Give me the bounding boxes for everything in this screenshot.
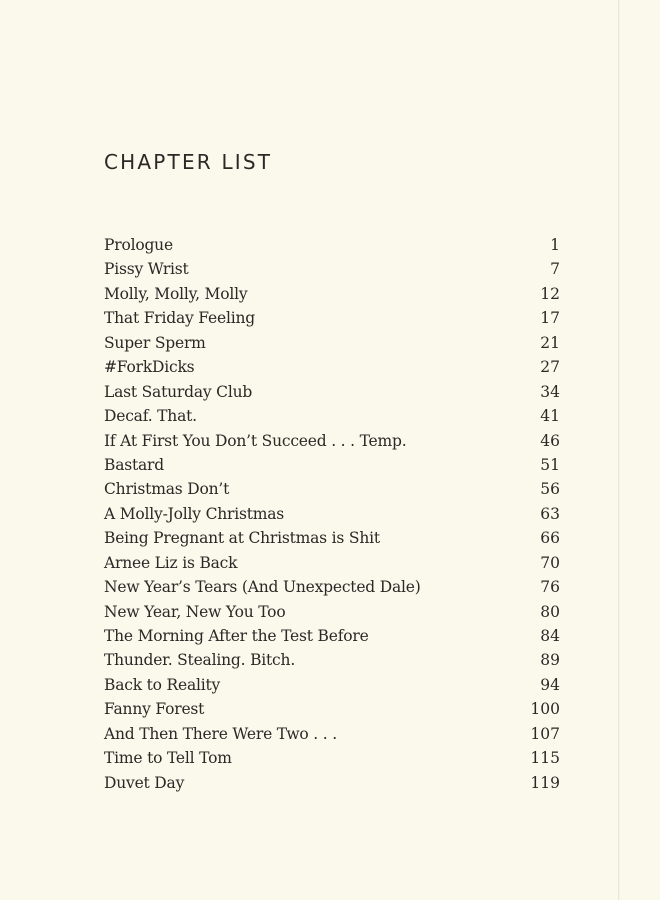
chapter-entry (104, 502, 560, 526)
chapter-page-number: 27 (540, 358, 560, 377)
chapter-title: Arnee Liz is Back (104, 553, 238, 572)
chapter-page-number: 63 (540, 504, 560, 523)
chapter-title: A Molly-Jolly Christmas (104, 504, 285, 523)
chapter-title: Bastard (104, 455, 164, 474)
chapter-entry (104, 331, 560, 355)
chapter-entry (104, 600, 560, 624)
chapter-entry (104, 697, 560, 721)
chapter-page-number: 41 (540, 407, 560, 426)
chapter-page-number: 100 (530, 700, 560, 719)
chapter-entry (104, 624, 560, 648)
chapter-page-number: 7 (550, 260, 560, 279)
chapter-page-number: 80 (540, 602, 560, 621)
chapter-page-number: 51 (540, 455, 560, 474)
chapter-title: New Year’s Tears (And Unexpected Dale) (104, 578, 421, 597)
chapter-page-number: 12 (540, 284, 560, 303)
chapter-list-heading: CHAPTER LIST (104, 150, 273, 174)
chapter-title: And Then There Were Two . . . (104, 724, 337, 743)
chapter-entry (104, 648, 560, 672)
chapter-title: #ForkDicks (104, 358, 195, 377)
chapter-title: Pissy Wrist (104, 260, 189, 279)
chapter-page-number: 76 (540, 578, 560, 597)
chapter-page-number: 89 (540, 651, 560, 670)
chapter-page-number: 84 (540, 627, 560, 645)
chapter-entry (104, 282, 560, 306)
chapter-entry (104, 233, 560, 257)
chapter-title: The Morning After the Test Before (104, 627, 369, 645)
chapter-page-number: 107 (530, 724, 560, 743)
chapter-entry (104, 551, 560, 575)
page-edge-shadow (618, 0, 620, 900)
chapter-title: Christmas Don’t (104, 480, 230, 499)
chapter-title: Duvet Day (104, 773, 185, 792)
chapter-title: New Year, New You Too (104, 602, 286, 621)
chapter-page-number: 66 (540, 529, 560, 548)
chapter-entry (104, 404, 560, 428)
chapter-entry (104, 306, 560, 330)
chapter-page-number: 70 (540, 553, 560, 572)
chapter-entry (104, 257, 560, 281)
chapter-page-number: 46 (540, 431, 560, 450)
chapter-entry (104, 771, 560, 795)
chapter-title: Super Sperm (104, 333, 206, 352)
chapter-entry (104, 355, 560, 379)
chapter-page-number: 34 (540, 382, 560, 401)
chapter-entry (104, 477, 560, 501)
chapter-title: Fanny Forest (104, 700, 205, 719)
chapter-entry (104, 380, 560, 404)
chapter-title: Time to Tell Tom (104, 749, 232, 768)
chapter-title: Being Pregnant at Christmas is Shit (104, 529, 380, 548)
chapter-title: That Friday Feeling (104, 309, 255, 328)
chapter-page-number: 17 (540, 309, 560, 328)
chapter-entry (104, 429, 560, 453)
chapter-page-number: 119 (530, 773, 560, 792)
chapter-page-number: 21 (540, 333, 560, 352)
chapter-title: Back to Reality (104, 675, 221, 694)
chapter-page-number: 56 (540, 480, 560, 499)
chapter-title: Decaf. That. (104, 407, 197, 426)
chapter-entry (104, 673, 560, 697)
chapter-entry (104, 746, 560, 770)
chapter-entry (104, 575, 560, 599)
chapter-page-number: 115 (530, 749, 560, 768)
chapter-entry (104, 453, 560, 477)
chapter-page-number: 1 (550, 236, 560, 254)
chapter-entry (104, 722, 560, 746)
chapter-list (104, 233, 560, 795)
chapter-page-number: 94 (540, 675, 560, 694)
chapter-title: Thunder. Stealing. Bitch. (104, 651, 296, 670)
chapter-title: Last Saturday Club (104, 382, 253, 401)
chapter-title: Molly, Molly, Molly (104, 284, 248, 303)
chapter-entry (104, 526, 560, 550)
chapter-title: Prologue (104, 236, 173, 254)
chapter-title: If At First You Don’t Succeed . . . Temp. (104, 431, 407, 450)
